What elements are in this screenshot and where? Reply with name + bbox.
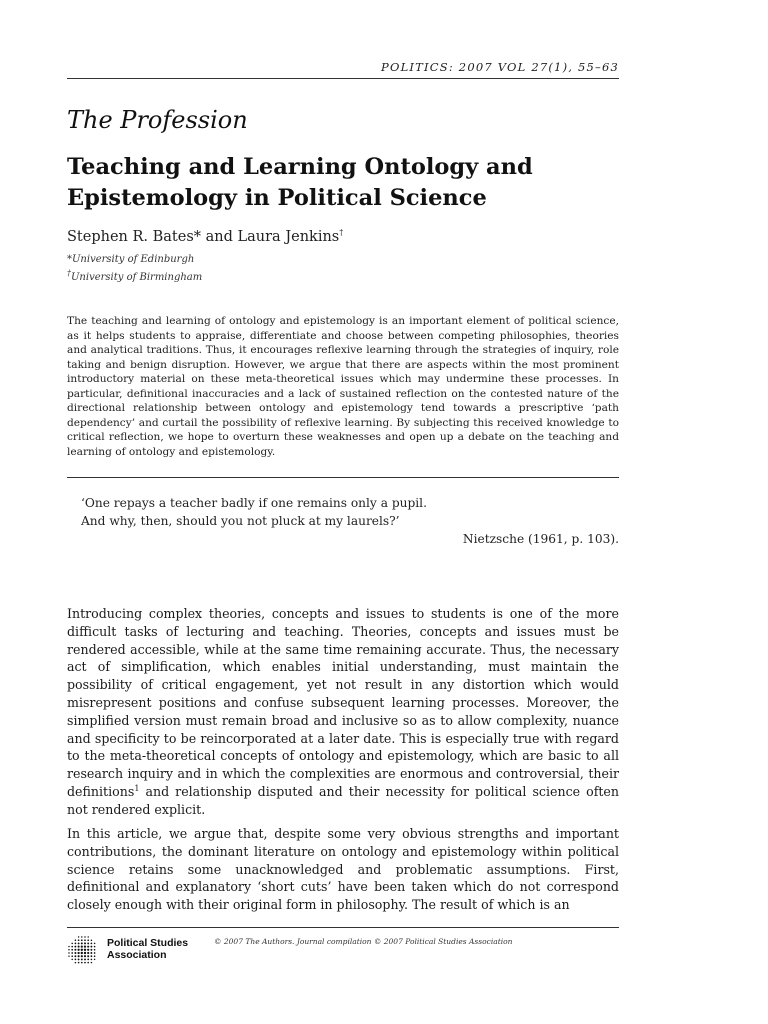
author-2-mark: † [339, 228, 344, 238]
abstract-rule [67, 477, 619, 478]
paragraph-text: Introducing complex theories, concepts and issues to students is one of the more difficult tasks of lecturing and teaching. Theories, concepts and issues must be rendered accessible, while at the same time remaining accurate. Thus, the necessary act of simplification, which enables initial understanding, must maintain the possibility of critical engagement, yet not result in any distortion which would misrepresent positions and confuse subsequent learning processes. Moreover, the simplified version must remain broad and inclusive so as to allow complexity, nuance and specificity to be reincorporated at a later date. This is especially true with regard to the meta-theoretical concepts of ontology and epistemology, which are basic to all research inquiry and in which the complexities are enormous and controversial, their definitions [67, 606, 619, 799]
epigraph [81, 494, 619, 548]
running-head: POLITICS: 2007 VOL 27(1), 55–63 [381, 60, 619, 74]
body-paragraph-1 [67, 605, 619, 819]
paragraph-text: and relationship disputed and their necessity for political science often not rendered explicit. [67, 783, 619, 817]
author-1: Stephen R. Bates [67, 229, 194, 245]
author-1-mark: * [193, 229, 202, 245]
affiliation-2 [67, 268, 203, 283]
title-line-1: Teaching and Learning Ontology and [67, 154, 533, 180]
header-rule [67, 78, 619, 79]
epigraph-line-2: And why, then, should you not pluck at my laurels?’ [81, 514, 400, 528]
affiliation-1 [67, 254, 194, 265]
author-2: Laura Jenkins [237, 229, 340, 245]
body-paragraph-2: In this article, we argue that, despite some very obvious strengths and important contributions, the dominant literature on ontology and epistemology within political science retains some unacknowledged and problematic assumptions. First, definitional and explanatory ‘short cuts’ have been taken which do not correspond closely enough with their original form in philosophy. The result of which is an [67, 826, 619, 913]
logo-line-1: Political Studies [107, 937, 189, 949]
copyright-notice: © 2007 The Authors. Journal compilation © 2007 Political Studies Association [214, 937, 513, 946]
logo-line-2: Association [107, 949, 167, 961]
abstract: The teaching and learning of ontology and epistemology is an important element of political science, as it helps students to appraise, differentiate and choose between competing philosophies, theories and analytical traditions. Thus, it encourages reflexive learning through the strategies of inquiry, role taking and benign disruption. However, we argue that there are aspects within the most prominent introductory material on these meta-theoretical issues which may undermine these processes. In particular, definitional inaccuracies and a lack of sustained reflection on the contested nature of the directional relationship between ontology and epistemology tend towards a prescriptive ‘path dependency’ and curtail the possibility of reflexive learning. By subjecting this received knowledge to critical reflection, we hope to overturn these weaknesses and open up a debate on the teaching and learning of ontology and epistemology. [67, 315, 619, 458]
affiliation-name: University of Edinburgh [72, 254, 195, 265]
article-title [67, 152, 619, 214]
author-connector: and [201, 229, 238, 245]
title-line-2: Epistemology in Political Science [67, 185, 487, 211]
affiliation-mark: * [67, 254, 72, 265]
epigraph-citation: Nietzsche (1961, p. 103). [462, 532, 619, 546]
section-label: The Profession [67, 106, 248, 134]
authors [67, 229, 343, 245]
epigraph-line-1: ‘One repays a teacher badly if one remains only a pupil. [81, 496, 427, 510]
article-page [67, 0, 619, 1024]
psa-logo-text [107, 937, 188, 961]
footnote-marker[interactable]: 1 [134, 783, 140, 793]
affiliation-mark: † [67, 268, 71, 278]
footer-rule [67, 927, 619, 928]
affiliation-name: University of Birmingham [71, 272, 203, 283]
